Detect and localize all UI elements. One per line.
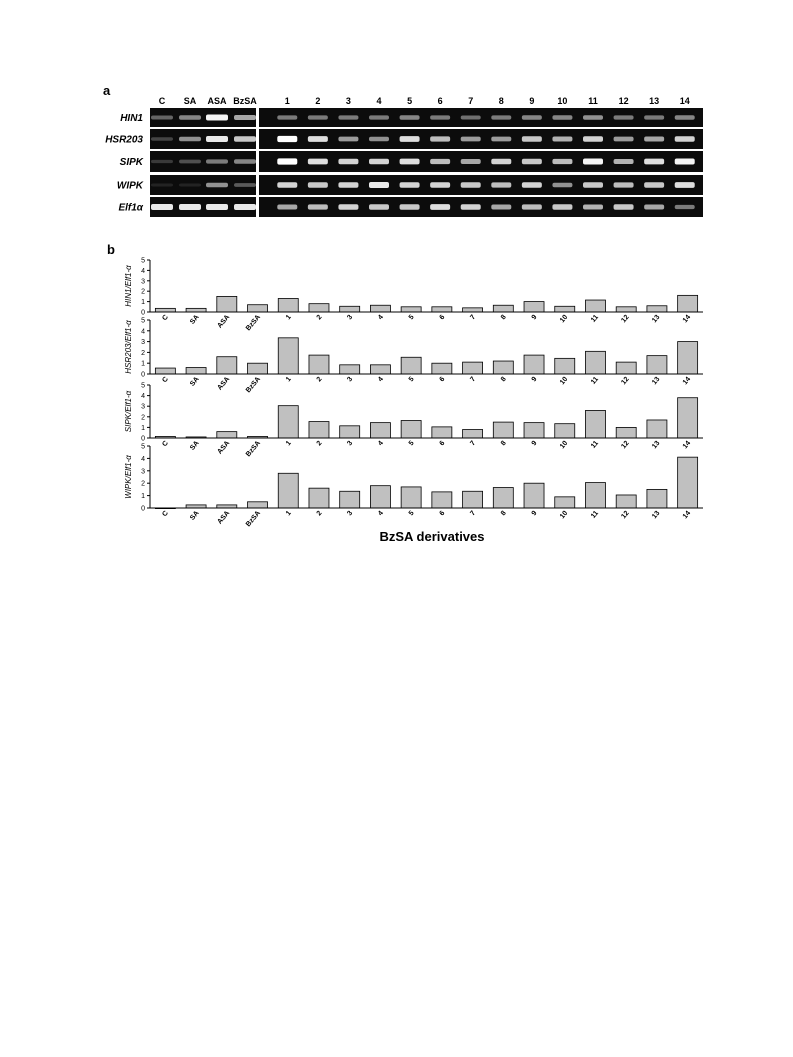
x-tick-label: C	[161, 375, 170, 385]
x-tick-label: BzSA	[244, 313, 263, 333]
x-axis-label: BzSA derivatives	[379, 529, 485, 544]
x-tick-label: 5	[407, 509, 416, 518]
x-tick-label: SA	[188, 375, 201, 388]
bar	[616, 495, 636, 508]
bar	[493, 361, 513, 374]
gel-band	[308, 159, 328, 165]
bar	[278, 338, 298, 374]
gel-band	[675, 136, 695, 142]
x-tick-label: 13	[651, 439, 662, 451]
gel-band	[614, 137, 634, 142]
bar	[309, 422, 329, 438]
x-tick-label: 5	[407, 439, 416, 448]
gel-lane-label: SA	[183, 96, 197, 106]
x-tick-label: 11	[589, 509, 601, 520]
gel-lane-label: 1	[284, 96, 290, 106]
gel-band	[522, 115, 542, 119]
y-tick-label: 3	[141, 468, 145, 476]
x-tick-label: 9	[530, 375, 539, 384]
gel-lane-label: ASA	[207, 96, 227, 106]
gel-band	[614, 182, 634, 187]
panel-letter-a: a	[103, 83, 111, 98]
x-tick-label: 6	[438, 439, 447, 448]
gel-band	[206, 183, 228, 188]
bar	[678, 342, 698, 374]
x-tick-label: 13	[651, 375, 662, 387]
gel-band	[308, 204, 328, 209]
x-tick-label: SA	[188, 509, 201, 522]
bar	[678, 457, 698, 508]
x-tick-label: 7	[469, 439, 478, 448]
gel-band	[206, 136, 228, 142]
y-tick-label: 4	[141, 455, 145, 463]
bar	[155, 308, 175, 312]
gel-band	[522, 136, 542, 141]
gel-row	[120, 108, 703, 127]
gene-label: SIPK	[119, 157, 143, 168]
y-tick-label: 1	[141, 424, 145, 432]
gene-label: HIN1	[120, 113, 143, 124]
gel-band	[552, 115, 572, 119]
bar	[186, 308, 206, 312]
bar	[524, 355, 544, 374]
gel-band	[179, 137, 201, 142]
bar	[585, 410, 605, 438]
x-tick-label: 5	[407, 313, 416, 322]
gel-band	[400, 115, 420, 119]
x-tick-label: 9	[530, 313, 539, 322]
bar	[555, 424, 575, 438]
bar	[647, 420, 667, 438]
gel-band	[338, 137, 358, 142]
y-tick-label: 4	[141, 328, 145, 336]
gel-band	[234, 115, 256, 120]
bar	[217, 357, 237, 374]
gel-band	[234, 136, 256, 141]
bar	[463, 362, 483, 374]
y-tick-label: 3	[141, 278, 145, 286]
gel-band	[234, 183, 256, 187]
x-tick-label: 11	[589, 313, 601, 324]
gel-band	[644, 137, 664, 142]
bar	[309, 304, 329, 312]
x-tick-label: 14	[681, 509, 693, 521]
x-tick-label: 8	[499, 439, 508, 448]
x-tick-label: 9	[530, 509, 539, 518]
gel-band	[277, 158, 297, 164]
bar	[340, 365, 360, 374]
x-tick-label: 4	[377, 439, 385, 448]
gene-label: WIPK	[116, 180, 143, 192]
gel-band	[491, 159, 511, 165]
bar	[555, 497, 575, 508]
bar	[463, 308, 483, 312]
y-tick-label: 5	[141, 317, 145, 325]
y-tick-label: 5	[141, 382, 145, 390]
y-tick-label: 2	[141, 288, 145, 296]
gel-band	[644, 159, 664, 165]
gel-lane-label: 3	[345, 96, 351, 106]
gel-band	[179, 160, 201, 164]
gel-band	[206, 114, 228, 120]
gel-band	[206, 204, 228, 210]
x-tick-label: 14	[681, 375, 693, 387]
bar	[248, 363, 268, 374]
gel-lane-label: 10	[557, 96, 568, 106]
bar	[309, 355, 329, 374]
gel-band	[675, 158, 695, 164]
x-tick-label: 11	[589, 375, 601, 386]
y-axis-label: HIN1/Elf1-α	[124, 265, 133, 307]
bar	[616, 307, 636, 312]
gel-band	[583, 136, 603, 142]
gel-lane-label: C	[158, 96, 166, 106]
y-tick-label: 1	[141, 493, 145, 501]
bar	[186, 368, 206, 374]
gel-lane-label: 2	[315, 96, 321, 106]
x-tick-label: 10	[558, 439, 570, 451]
x-tick-label: 2	[315, 375, 324, 384]
gel-band	[644, 115, 664, 119]
x-tick-label: 3	[346, 313, 355, 322]
x-tick-label: 10	[558, 509, 570, 521]
y-tick-label: 5	[141, 443, 145, 451]
bar	[278, 473, 298, 508]
gel-band	[491, 205, 511, 210]
gel-band	[583, 158, 603, 164]
x-tick-label: 10	[558, 375, 570, 387]
gel-lane-label: 9	[529, 96, 535, 106]
y-tick-label: 3	[141, 339, 145, 347]
bar	[370, 423, 390, 438]
x-tick-label: SA	[188, 439, 201, 452]
x-tick-label: 4	[377, 313, 385, 322]
y-tick-label: 1	[141, 299, 145, 307]
gel-band	[461, 204, 481, 210]
gel-band	[461, 137, 481, 142]
gel-band	[522, 204, 542, 209]
bar	[463, 430, 483, 438]
gel-band	[491, 182, 511, 187]
gel-lane-label: 14	[679, 96, 690, 106]
gel-lane-label: 5	[407, 96, 413, 106]
gel-lane-label: 4	[376, 96, 382, 106]
gel-band	[369, 182, 389, 188]
gel-band	[583, 204, 603, 209]
bar	[340, 306, 360, 312]
y-tick-label: 2	[141, 349, 145, 357]
x-tick-label: C	[161, 439, 170, 449]
y-axis-label: SIPK/Elf1-α	[124, 390, 133, 433]
gel-band	[461, 159, 481, 164]
x-tick-label: 2	[315, 313, 324, 322]
gel-band	[308, 182, 328, 187]
y-tick-label: 4	[141, 393, 145, 401]
bar	[432, 363, 452, 374]
bar	[432, 492, 452, 508]
x-tick-label: 6	[438, 375, 447, 384]
y-tick-label: 0	[141, 435, 145, 443]
bar	[248, 305, 268, 312]
gel-band	[675, 115, 695, 119]
gel-lane-label: 6	[437, 96, 443, 106]
gel-band	[338, 115, 358, 119]
gel-band	[461, 115, 481, 119]
gel-band	[277, 182, 297, 188]
bar	[401, 357, 421, 374]
gene-label: HSR203	[105, 134, 143, 146]
gel-band	[206, 159, 228, 163]
x-tick-label: C	[161, 509, 170, 519]
x-tick-label: 3	[346, 509, 355, 518]
x-tick-label: 8	[499, 375, 508, 384]
panel-letter-b: b	[107, 242, 115, 257]
bar	[647, 356, 667, 374]
gel-row	[120, 151, 703, 172]
bar	[155, 368, 175, 374]
x-tick-label: 7	[469, 313, 478, 322]
x-tick-label: 2	[315, 439, 324, 448]
bar	[493, 488, 513, 508]
gel-band	[400, 182, 420, 188]
gel-band	[552, 183, 572, 188]
gel-band	[369, 159, 389, 165]
bar	[370, 305, 390, 312]
gel-band	[400, 136, 420, 142]
gel-band	[277, 136, 297, 142]
gel-band	[430, 204, 450, 210]
gel-band	[151, 116, 173, 120]
gel-band	[614, 115, 634, 119]
x-tick-label: C	[161, 313, 170, 323]
gel-row	[105, 129, 703, 149]
bar	[432, 427, 452, 438]
bar	[401, 421, 421, 438]
gel-band	[277, 205, 297, 210]
gel-band	[461, 182, 481, 187]
x-tick-label: 4	[377, 509, 385, 518]
y-axis-label: HSR203/Elf1-α	[124, 320, 133, 374]
bar	[401, 307, 421, 312]
gel-row	[117, 175, 703, 195]
bar	[278, 406, 298, 438]
bar	[370, 365, 390, 374]
bar	[678, 398, 698, 438]
bar	[524, 302, 544, 312]
gel-lane-label: 13	[649, 96, 660, 106]
gel-band	[644, 182, 664, 187]
gel-band	[583, 115, 603, 120]
x-tick-label: 2	[315, 509, 324, 518]
bar	[370, 486, 390, 508]
bar	[309, 488, 329, 508]
bar	[616, 362, 636, 374]
y-axis-label: WIPK/Elf1-α	[124, 455, 133, 499]
gel-band	[151, 204, 173, 210]
gel-band	[308, 115, 328, 119]
gel-band	[151, 160, 173, 163]
y-tick-label: 3	[141, 403, 145, 411]
gel-band	[369, 204, 389, 209]
x-tick-label: 12	[620, 439, 631, 451]
gel-band	[614, 204, 634, 209]
gel-band	[179, 184, 201, 187]
bar	[248, 502, 268, 508]
bar	[555, 358, 575, 374]
y-tick-label: 2	[141, 480, 145, 488]
bar	[524, 423, 544, 438]
gel-band	[675, 182, 695, 188]
y-tick-label: 0	[141, 309, 145, 317]
y-tick-label: 0	[141, 371, 145, 379]
bar	[524, 483, 544, 508]
gel-band	[308, 136, 328, 142]
gel-band	[430, 159, 450, 164]
gel-band	[369, 115, 389, 119]
gel-band	[491, 137, 511, 142]
bar	[678, 295, 698, 312]
gel-band	[644, 205, 664, 210]
gel-band	[369, 137, 389, 142]
gel-band	[522, 159, 542, 164]
gel-band	[522, 182, 542, 188]
x-tick-label: 8	[499, 313, 508, 322]
gel-band	[552, 159, 572, 164]
gel-band	[234, 204, 256, 210]
bar	[647, 306, 667, 312]
gel-lane-label: 11	[588, 96, 598, 106]
gel-band	[151, 137, 173, 140]
gel-band	[552, 204, 572, 209]
gel-band	[583, 182, 603, 187]
x-tick-label: 4	[377, 375, 385, 384]
bar	[555, 306, 575, 312]
gel-band	[179, 204, 201, 210]
bar	[463, 491, 483, 508]
x-tick-label: 13	[651, 313, 662, 325]
x-tick-label: 5	[407, 375, 416, 384]
x-tick-label: 6	[438, 313, 447, 322]
x-tick-label: 12	[620, 313, 631, 325]
gel-band	[552, 136, 572, 141]
gel-band	[491, 115, 511, 119]
bar	[340, 491, 360, 508]
x-tick-label: 1	[284, 439, 293, 448]
gel-lane-label: 12	[618, 96, 629, 106]
gel-band	[400, 159, 420, 165]
gel-band	[430, 136, 450, 141]
gel-band	[614, 159, 634, 164]
x-tick-label: 10	[558, 313, 570, 325]
gel-band	[338, 159, 358, 165]
gel-band	[151, 184, 173, 187]
x-tick-label: 7	[469, 375, 478, 384]
x-tick-label: SA	[188, 313, 201, 326]
bar	[493, 305, 513, 312]
bar	[585, 300, 605, 312]
x-tick-label: 11	[589, 439, 601, 450]
bar	[217, 432, 237, 438]
y-tick-label: 0	[141, 505, 145, 513]
x-tick-label: 6	[438, 509, 447, 518]
gel-band	[234, 159, 256, 163]
bar	[585, 483, 605, 508]
bar	[493, 422, 513, 438]
y-tick-label: 5	[141, 257, 145, 265]
x-tick-label: 1	[284, 313, 293, 322]
bar	[340, 426, 360, 438]
bar	[647, 489, 667, 508]
x-tick-label: BzSA	[244, 509, 263, 529]
x-tick-label: 1	[284, 375, 293, 384]
x-tick-label: BzSA	[244, 439, 263, 459]
gel-band	[277, 115, 297, 119]
gel-band	[430, 182, 450, 188]
y-tick-label: 2	[141, 414, 145, 422]
x-tick-label: 1	[284, 509, 293, 518]
gel-band	[338, 204, 358, 210]
x-tick-label: 14	[681, 439, 693, 451]
x-tick-label: 3	[346, 439, 355, 448]
gel-rows	[105, 108, 703, 217]
bar	[585, 351, 605, 374]
gel-band	[430, 115, 450, 119]
gel-band	[179, 115, 201, 119]
x-tick-label: 7	[469, 509, 478, 518]
y-tick-label: 4	[141, 267, 145, 275]
x-tick-label: 8	[499, 509, 508, 518]
gel-lane-label: BzSA	[233, 96, 257, 106]
x-tick-label: 13	[651, 509, 662, 521]
x-tick-label: ASA	[216, 313, 232, 330]
x-tick-label: ASA	[216, 509, 232, 526]
bar	[217, 296, 237, 312]
bar	[616, 427, 636, 438]
gel-band	[675, 205, 695, 209]
y-tick-label: 1	[141, 360, 145, 368]
x-tick-label: ASA	[216, 439, 232, 456]
gel-row	[118, 197, 703, 217]
x-tick-label: 12	[620, 375, 631, 387]
bar	[432, 307, 452, 312]
x-tick-label: ASA	[216, 375, 232, 392]
x-tick-label: 3	[346, 375, 355, 384]
x-tick-label: 14	[681, 313, 693, 325]
bar	[401, 487, 421, 508]
gene-label: Elf1α	[118, 202, 143, 214]
x-tick-label: BzSA	[244, 375, 263, 395]
gel-lane-label: 8	[498, 96, 504, 106]
x-tick-label: 12	[620, 509, 631, 521]
x-tick-label: 9	[530, 439, 539, 448]
gel-band	[338, 182, 358, 188]
gel-lane-label: 7	[468, 96, 474, 106]
bar	[278, 298, 298, 312]
gel-band	[400, 204, 420, 209]
